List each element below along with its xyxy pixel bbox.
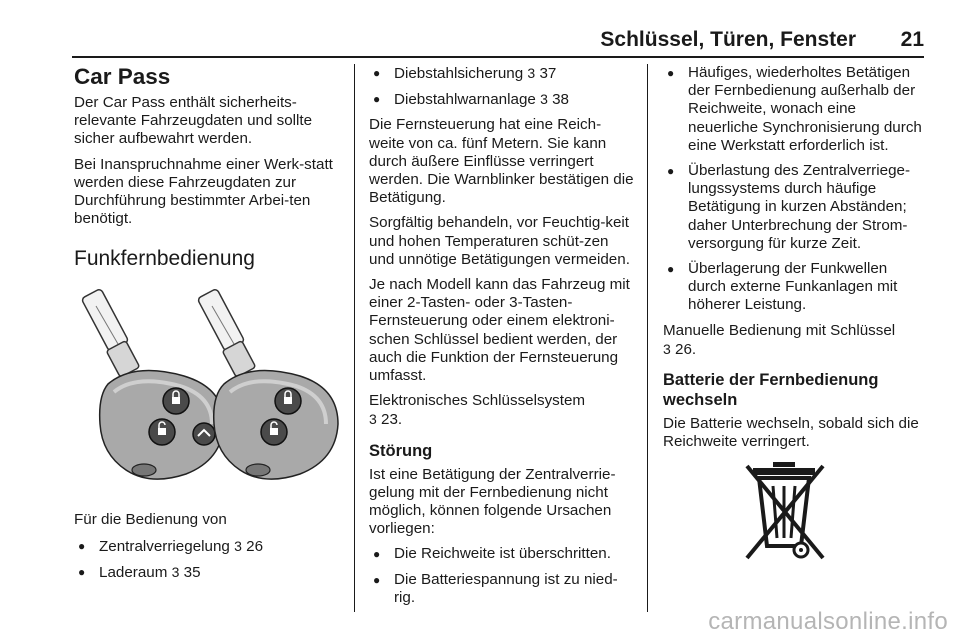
list-item: ● Diebstahlwarnanlage 3 38 — [369, 90, 635, 109]
bullet-list — [369, 64, 635, 109]
column-divider — [647, 64, 648, 612]
reference-arrow-icon: 3 — [369, 411, 377, 428]
header-rule — [72, 56, 924, 58]
watermark: carmanualsonline.info — [708, 608, 948, 635]
section-heading-batterie: Batterie der Fernbedienung wechseln — [663, 371, 879, 410]
paragraph: Für die Bedienung von — [74, 511, 227, 529]
chapter-title: Schlüssel, Türen, Fenster — [600, 28, 856, 51]
list-item: ● Diebstahlsicherung 3 37 — [369, 64, 635, 83]
crossed-out-bin-icon — [743, 458, 827, 564]
list-item: ● Die Reichweite ist überschritten. — [369, 545, 635, 563]
reference-arrow-icon: 3 — [234, 537, 242, 554]
paragraph: Sorgfältig behandeln, vor Feuchtig-keit und hohen Temperaturen schüt-zen und unnötige Betätigungen vermeiden. — [369, 214, 630, 268]
section-heading-car-pass: Car Pass — [74, 64, 171, 89]
column-divider — [354, 64, 355, 612]
paragraph: Manuelle Bedienung mit Schlüssel 3 26. — [663, 321, 896, 358]
list-item: ● Zentralverriegelung 3 26 — [74, 537, 342, 556]
paragraph: Ist eine Betätigung der Zentralverrie-gelung mit der Fernbedienung nicht möglich, können folgende Ursachen vorliegen: — [369, 465, 616, 538]
list-item: ● Die Batteriespannung ist zu nied-rig. — [369, 571, 635, 607]
reference-arrow-icon: 3 — [527, 65, 536, 81]
paragraph: Der Car Pass enthält sicherheits-relevante Fahrzeugdaten und sollte sicher aufbewahrt werden. — [74, 94, 313, 148]
bullet-list — [369, 545, 635, 607]
list-item: ● Überlagerung der Funkwellen durch externe Funkanlagen mit höherer Leistung. — [663, 260, 929, 315]
section-heading-funkfernbedienung: Funkfernbedienung — [74, 247, 255, 271]
list-item: ● Häufiges, wiederholtes Betätigen der Fernbedienung außerhalb der Reichweite, wonach eine neuerliche Synchronisierung durch eine Werkstatt erforderlich ist. — [663, 64, 929, 155]
bullet-list — [74, 537, 342, 582]
paragraph: Die Fernsteuerung hat eine Reich-weite von ca. fünf Metern. Sie kann durch äußere Einflüsse verringert werden. Die Warnblinker bestätigen die Betätigung. — [369, 116, 634, 207]
column-3 — [663, 64, 929, 564]
paragraph: Bei Inanspruchnahme einer Werk-statt werden diese Fahrzeugdaten zur Durchführung bestimmter Arbei-ten benötigt. — [74, 155, 333, 228]
column-2 — [369, 64, 635, 614]
remote-keys-illustration — [74, 284, 342, 504]
reference-arrow-icon: 3 — [171, 563, 180, 580]
section-heading-stoerung: Störung — [369, 441, 433, 460]
bullet-list — [663, 64, 929, 315]
paragraph: Die Batterie wechseln, sobald sich die Reichweite verringert. — [663, 415, 919, 451]
reference-arrow-icon: 3 — [540, 91, 548, 108]
paragraph: Elektronisches Schlüsselsystem 3 23. — [369, 392, 586, 429]
page-header — [72, 28, 924, 54]
paragraph: Je nach Modell kann das Fahrzeug mit einer 2-Tasten- oder 3-Tasten-Fernsteuerung oder einem elektroni-schen Schlüssel bedient werden, der auch die Funktion der Fernsteuerung umfasst. — [369, 276, 630, 385]
reference-arrow-icon: 3 — [663, 340, 671, 357]
list-item: ● Laderaum 3 35 — [74, 563, 342, 582]
column-1 — [74, 64, 342, 589]
list-item: ● Überlastung des Zentralverriege-lungssystems durch häufige Betätigung in kurzen Abständen; daher Unterbrechung der Strom-versorgung für kurze Zeit. — [663, 162, 929, 253]
page-number: 21 — [900, 28, 924, 51]
